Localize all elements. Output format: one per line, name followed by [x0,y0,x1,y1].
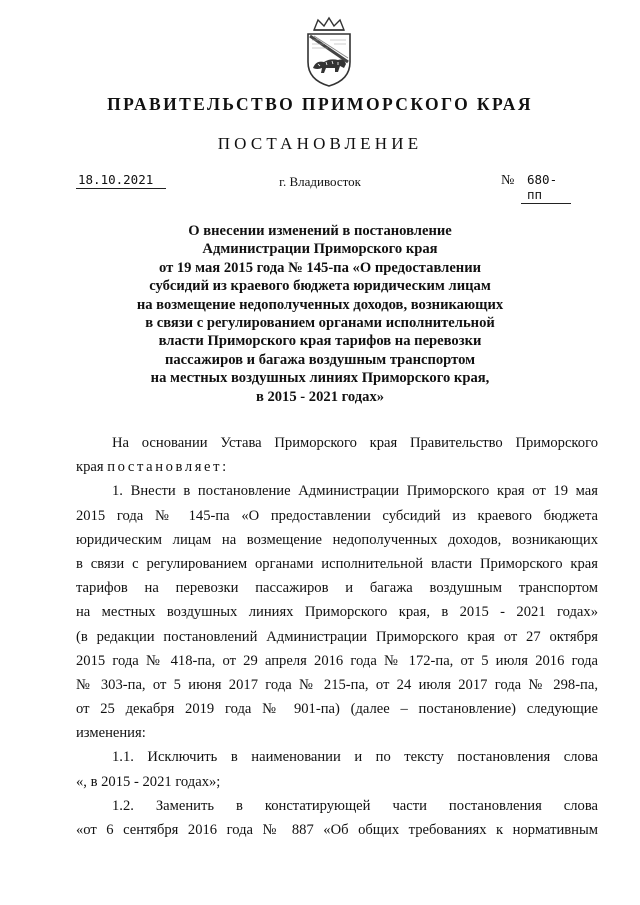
body-line: (в редакции постановлений Администрации Приморского края от 27 октября [76,628,598,645]
heading-line: в 2015 - 2021 годах» [255,388,385,405]
body-line: на местных воздушных линиях Приморского края, в 2015 - 2021 годах» [76,604,598,621]
heading-line: от 19 мая 2015 года № 145-па «О предоставлении [158,259,482,276]
heading-line: на возмещение недополученных доходов, возникающих [136,296,504,313]
government-title: ПРАВИТЕЛЬСТВО ПРИМОРСКОГО КРАЯ [107,94,533,114]
body-line: № 303-па, от 5 июня 2017 года № 215-па, от 24 июля 2017 года № 298-па, [76,676,598,693]
body-line: тарифов на перевозки пассажиров и багажа воздушным транспортом [76,580,598,597]
body-line: изменения: [76,725,146,742]
body-line: 1. Внести в постановление Администрации Приморского края от 19 мая [112,483,598,500]
coat-of-arms-emblem [300,16,358,88]
body-line: «от 6 сентября 2016 года № 887 «Об общих требованиях к нормативным [76,822,598,838]
number-sign: № [501,173,515,188]
body-line: от 25 декабря 2019 года № 901-па) (далее – постановление) следующие [76,701,598,718]
heading-line: пассажиров и багажа воздушным транспортом [164,351,476,368]
body-line: 2015 года № 418-па, от 29 апреля 2016 года № 172-па, от 5 июля 2016 года [76,652,598,669]
body-line: На основании Устава Приморского края Правительство Приморского [112,435,598,451]
document-date: 18.10.2021 [76,172,166,189]
body-text: края [76,459,108,476]
heading-line: Администрации Приморского края [202,241,438,258]
heading-line: субсидий из краевого бюджета юридическим лицам [149,278,491,295]
document-number: 680-пп [521,172,571,204]
body-line: «, в 2015 - 2021 годах»; [76,773,221,790]
body-line [76,455,598,479]
decree-word: постановляет: [107,459,229,476]
body-line: юридическим лицам на возмещение недополученных доходов, возникающих [76,531,598,548]
heading-line: О внесении изменений в постановление [188,223,452,239]
document-city: г. Владивосток [279,174,361,189]
document-body [76,431,598,842]
heading-line: в связи с регулированием органами исполнительной [145,315,495,332]
body-line: 2015 года № 145-па «О предоставлении субсидий из краевого бюджета [76,507,598,524]
document-type: ПОСТАНОВЛЕНИЕ [217,134,423,153]
heading-line: на местных воздушных линиях Приморского края, [150,370,490,387]
body-line: 1.1. Исключить в наименовании и по тексту постановления слова [112,749,598,766]
heading-line: власти Приморского края тарифов на перевозки [158,333,482,350]
body-line: 1.2. Заменить в констатирующей части постановления слова [112,797,598,814]
body-line: в связи с регулированием органами исполнительной власти Приморского края [76,555,598,572]
resolution-heading [60,222,580,406]
